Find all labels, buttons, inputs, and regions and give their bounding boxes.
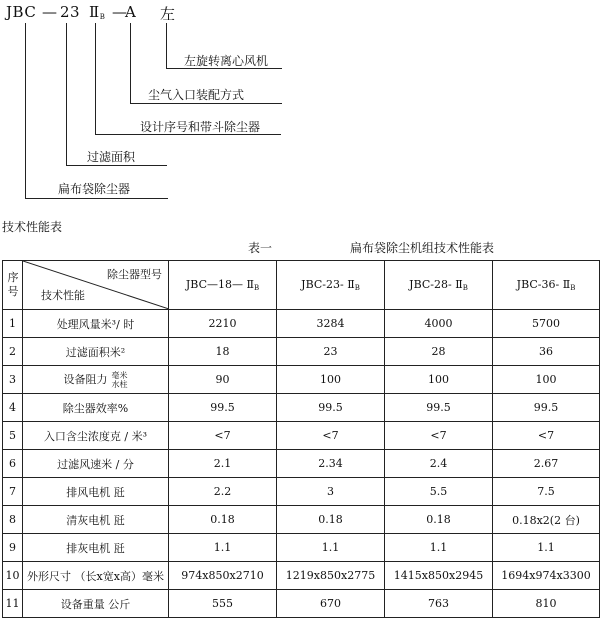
row-value: 670 [277,590,385,618]
row-value: 763 [385,590,493,618]
leader-horizontal-prefix [25,198,168,199]
code-label-design: 设计序号和带斗除尘器 [140,120,261,134]
row-item [23,394,169,422]
row-item-label: 除尘器效率% [62,401,129,415]
row-item-label: 过滤面积米² [65,345,126,359]
row-value: 2.67 [493,450,600,478]
table-row [3,506,600,534]
row-item-label: 设备阻力 [63,372,108,386]
row-value: 99.5 [493,394,600,422]
header-model-2: JBC-23- $Ⅱ_B$ [277,261,385,310]
row-item-label: 外形尺寸 （长x宽x高）毫米 [27,569,164,583]
table-title: 扁布袋除尘机组技术性能表 [350,241,495,255]
header-model-3: JBC-28- $Ⅱ_B$ [385,261,493,310]
leader-vertical-prefix [25,23,26,198]
table-header-row [3,261,600,310]
row-value: 0.18x2(2 台) [493,506,600,534]
table-body [3,310,600,618]
row-value: 28 [385,338,493,366]
row-value: 1.1 [385,534,493,562]
row-item [23,506,169,534]
row-item [23,422,169,450]
row-value: <7 [385,422,493,450]
code-dash-1: — [42,3,58,21]
code-prefix: JBC [6,3,37,21]
row-value: 23 [277,338,385,366]
header-performance-label: 技术性能 [41,289,85,302]
row-value: 974x850x2710 [169,562,277,590]
row-value: 99.5 [169,394,277,422]
row-item [23,562,169,590]
row-value: 2.34 [277,450,385,478]
table-row [3,562,600,590]
row-value: <7 [277,422,385,450]
code-label-inlet: 尘气入口装配方式 [148,88,245,102]
row-item-label: 过滤风速米 / 分 [57,457,134,471]
code-series-sub: B [99,13,106,21]
row-value: 810 [493,590,600,618]
row-unit-bottom: 水柱 [111,379,128,389]
code-rotation: 左 [160,5,176,23]
row-number: 3 [3,366,23,394]
row-value: 3284 [277,310,385,338]
row-item [23,338,169,366]
table-row [3,394,600,422]
table-row [3,422,600,450]
header-model-label: 除尘器型号 [107,268,162,281]
code-suffix: A [125,3,137,21]
leader-vertical-rotation [166,23,167,68]
row-value: 2.2 [169,478,277,506]
row-unit [112,371,128,389]
row-value: 3 [277,478,385,506]
row-value: 0.18 [385,506,493,534]
row-item [23,478,169,506]
row-value: 0.18 [169,506,277,534]
row-value: 36 [493,338,600,366]
leader-vertical-size [66,23,67,165]
header-seq: 序号 [3,261,23,310]
row-number: 11 [3,590,23,618]
row-number: 8 [3,506,23,534]
section-title: 技术性能表 [2,220,63,234]
header-model-1: JBC—18— $Ⅱ_B$ [169,261,277,310]
row-number: 9 [3,534,23,562]
row-number: 4 [3,394,23,422]
row-value: 5.5 [385,478,493,506]
row-number: 7 [3,478,23,506]
leader-horizontal-size [66,165,167,166]
row-value: 7.5 [493,478,600,506]
row-value: <7 [169,422,277,450]
row-value: 1.1 [277,534,385,562]
header-model-4: JBC-36- $Ⅱ_B$ [493,261,600,310]
row-item-label: 清灰电机 瓩 [66,513,125,527]
row-number: 1 [3,310,23,338]
row-value: 2210 [169,310,277,338]
row-value: 2.4 [385,450,493,478]
code-size: 23 [60,3,81,21]
table-row [3,590,600,618]
table-row [3,366,600,394]
row-value: 1219x850x2775 [277,562,385,590]
row-value: 0.18 [277,506,385,534]
table-row [3,534,600,562]
row-number: 2 [3,338,23,366]
leader-horizontal-suffix [130,103,282,104]
leader-vertical-suffix [130,23,131,103]
code-label-rotation: 左旋转离心风机 [184,54,269,68]
row-value: 99.5 [385,394,493,422]
row-value: 99.5 [277,394,385,422]
row-value: <7 [493,422,600,450]
spec-table [2,260,600,618]
row-item [23,534,169,562]
row-value: 1694x974x3300 [493,562,600,590]
code-label-area: 过滤面积 [87,150,136,164]
table-number: 表一 [248,241,273,255]
row-value: 1.1 [493,534,600,562]
row-item-label: 入口含尘浓度克 / 米³ [43,429,148,443]
table-row [3,478,600,506]
table-row [3,450,600,478]
row-item [23,310,169,338]
code-label-type: 扁布袋除尘器 [58,182,131,196]
row-value: 555 [169,590,277,618]
row-value: 100 [277,366,385,394]
row-value: 2.1 [169,450,277,478]
row-unit-top: 毫米 [111,370,128,380]
code-series: $Ⅱ_B$ [89,3,106,21]
row-number: 6 [3,450,23,478]
row-item [23,450,169,478]
row-number: 10 [3,562,23,590]
row-value: 18 [169,338,277,366]
row-item-label: 处理风量米³/ 时 [56,317,135,331]
row-value: 100 [385,366,493,394]
row-item-label: 排灰电机 瓩 [66,541,125,555]
row-value: 4000 [385,310,493,338]
row-value: 90 [169,366,277,394]
row-item-label: 排风电机 瓩 [66,485,125,499]
row-item-label: 设备重量 公斤 [60,597,131,611]
row-item [23,366,169,394]
header-diagonal-cell [23,261,169,310]
row-value: 100 [493,366,600,394]
table-row [3,338,600,366]
row-value: 1.1 [169,534,277,562]
code-dash-2: — [112,3,128,21]
leader-vertical-series [95,23,96,134]
row-number: 5 [3,422,23,450]
table-row [3,310,600,338]
row-value: 1415x850x2945 [385,562,493,590]
row-value: 5700 [493,310,600,338]
row-item [23,590,169,618]
